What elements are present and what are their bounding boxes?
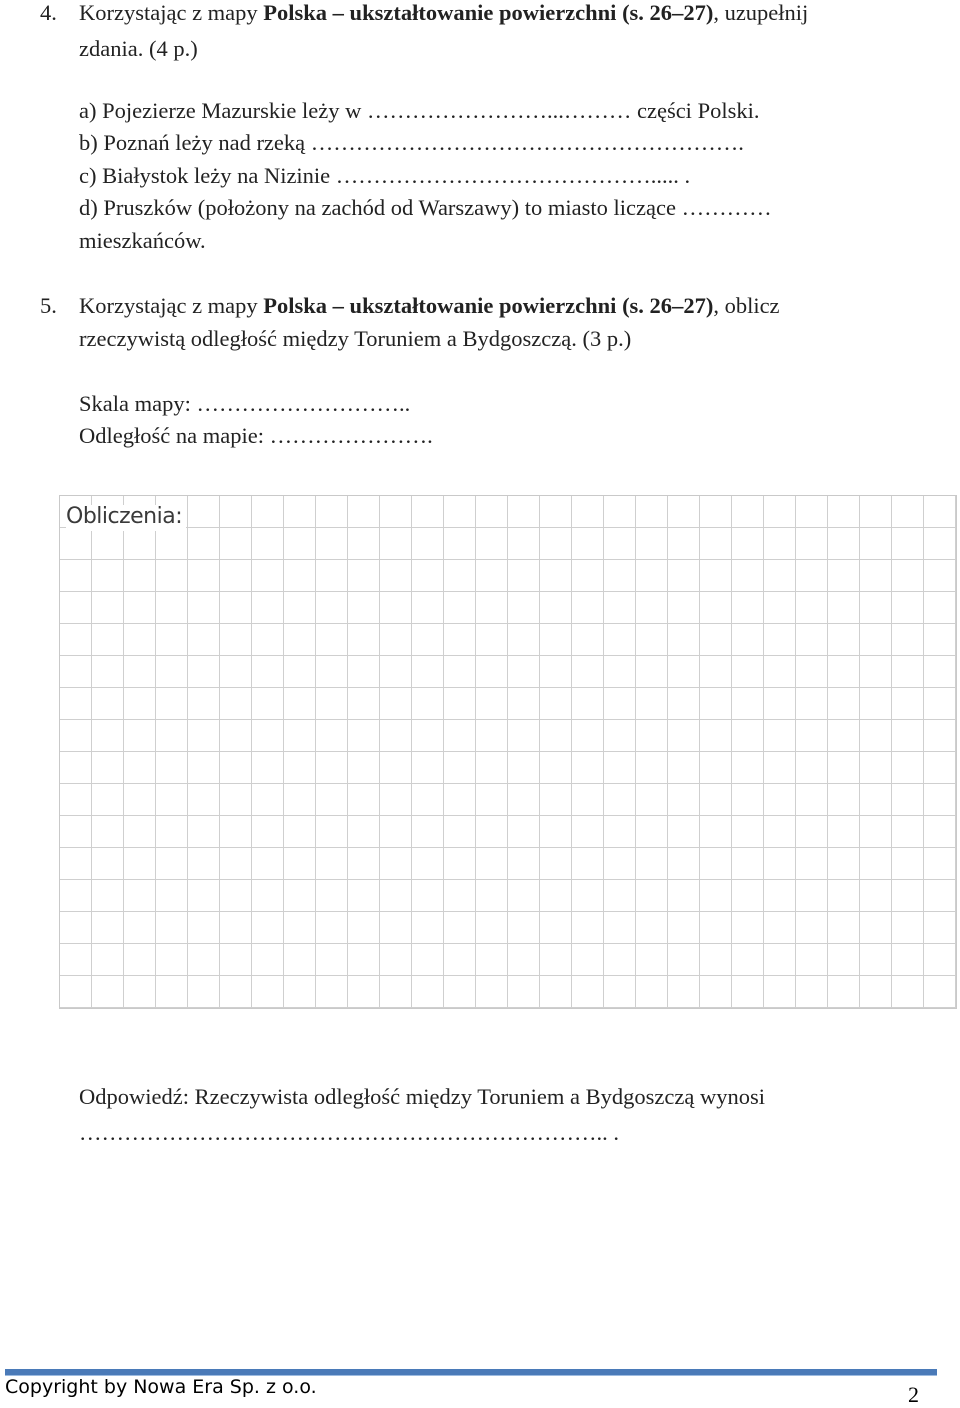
task4-intro-after: , uzupełnij — [713, 0, 809, 25]
calculation-label: Obliczenia: — [66, 505, 186, 531]
footer-bar — [5, 1369, 937, 1376]
task4-intro-before: Korzystając z mapy — [79, 0, 264, 25]
task5-pages-dash: – — [672, 293, 684, 318]
task4-sentence-c: c) Białystok leży na Nizinie ……………………………………..... . — [79, 163, 691, 188]
task4-sentence-b: b) Poznań leży nad rzeką …………………………………………………. — [79, 130, 744, 155]
task5-map-title: Polska – ukształtowanie powierzchni — [263, 293, 617, 318]
task5-intro-before: Korzystając z mapy — [79, 293, 264, 318]
task5-pages: (s. 26 — [616, 293, 673, 318]
task5-scale-line: Skala mapy: ……………………….. — [79, 391, 411, 416]
footer-copyright: Copyright by Nowa Era Sp. z o.o. — [5, 1376, 317, 1398]
calculation-grid[interactable] — [59, 495, 957, 1009]
task4-number: 4. — [40, 0, 57, 25]
task5-pages-end: 27) — [683, 293, 714, 318]
task4-intro — [79, 2, 808, 25]
task4-sentence-d: d) Pruszków (położony na zachód od Warszawy) to miasto liczące ………… — [79, 195, 772, 220]
task5-answer-line2: …………………………………………………………….. . — [79, 1120, 619, 1145]
task4-pages-end: 27) — [683, 0, 714, 25]
task5-distance-line: Odległość na mapie: …………………. — [79, 423, 433, 448]
task4-pages-dash: – — [672, 0, 684, 25]
task4-map-title: Polska – ukształtowanie powierzchni — [263, 0, 617, 25]
task4-sentence-a: a) Pojezierze Mazurskie leży w ……………………...……… części Polski. — [79, 98, 760, 123]
task4-intro-line2: zdania. (4 p.) — [79, 36, 198, 61]
task5-number: 5. — [40, 293, 57, 318]
task5-answer: Odpowiedź: Rzeczywista odległość między Toruniem a Bydgoszczą wynosi — [79, 1084, 765, 1109]
task4-sentence-d-line2: mieszkańców. — [79, 228, 206, 253]
task5-intro-after: , oblicz — [713, 293, 780, 318]
task4-pages: (s. 26 — [616, 0, 673, 25]
task5-intro-line2: rzeczywistą odległość między Toruniem a Bydgoszczą. (3 p.) — [79, 326, 632, 351]
page-number: 2 — [908, 1382, 919, 1407]
task5-intro — [79, 295, 780, 318]
